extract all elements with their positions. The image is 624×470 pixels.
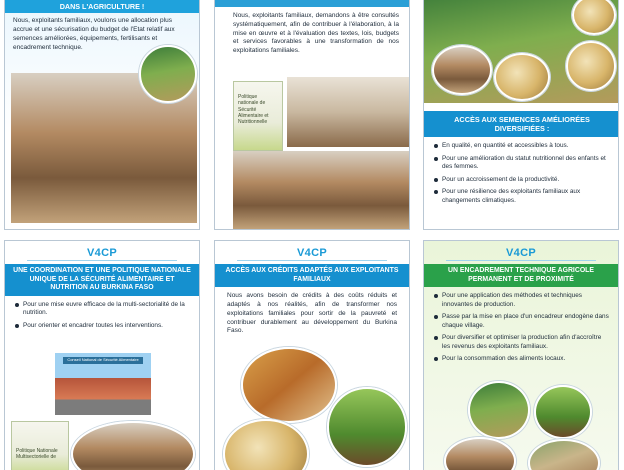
- v4cp-logo: V4CP: [506, 247, 536, 259]
- poster-5-title-band: ACCÈS AUX CRÉDITS ADAPTÉS AUX EXPLOITANTS FAMILIAUX: [215, 264, 409, 287]
- multisector-policy-document: [11, 421, 69, 470]
- list-item: Pour la consommation des aliments locaux.: [434, 355, 610, 364]
- poster-6-bullet-list: [424, 287, 618, 364]
- poster-3-bullet-list: [424, 137, 619, 205]
- training-session-photo: [468, 381, 530, 439]
- list-item: Pour orienter et encadrer toutes les interventions.: [15, 322, 191, 331]
- list-item: Pour une mise euvre efficace de la multi-sectorialité de la nutrition.: [15, 301, 191, 318]
- poster-2-top-band: [215, 0, 409, 7]
- stakeholders-collage: [71, 421, 195, 470]
- child-photo: [494, 53, 550, 101]
- poster-5-text: Nous avons besoin de crédits à des coûts réduits et adaptés à nos réalités, afin de transformer nos exploitations familiales pour sortir de la pauvreté et contribuer durablement au développement du Burkina Faso.: [227, 292, 397, 335]
- v4cp-logo: V4CP: [87, 247, 117, 259]
- poster-6-title-band: UN ENCADREMENT TECHNIQUE AGRICOLE PERMANENT ET DE PROXIMITÉ: [424, 264, 618, 287]
- v4cp-logo: V4CP: [297, 247, 327, 259]
- list-item: En qualité, en quantité et accessibles à tous.: [434, 142, 612, 151]
- poster-1-text: Nous, exploitants familiaux, voulons une allocation plus accrue et une sécurisation du budget de l'Etat relatif aux semences améliorées, équipements, fertilisants et encadrement technique.: [13, 17, 175, 51]
- farmer-harvest-photo: [223, 419, 309, 470]
- meeting-hall-photo: [287, 77, 410, 147]
- logo-divider: [446, 260, 596, 261]
- poster-1-title-band: DANS L'AGRICULTURE !: [5, 0, 199, 13]
- crop-field-photo: [327, 387, 407, 467]
- logo-divider: [237, 260, 387, 261]
- poster-credit-access: [214, 240, 410, 470]
- poster-improved-seeds: [423, 0, 619, 230]
- policy-document-title: Politique nationale de Sécurité Alimentaire et Nutritionnelle: [238, 94, 269, 125]
- money-hands-photo: [241, 347, 337, 423]
- poster-consultation: [214, 0, 410, 230]
- farmer-portrait-photo: [139, 45, 197, 103]
- women-group-photo: [432, 45, 492, 95]
- list-item: Pour une amélioration du statut nutritionnel des enfants et des femmes.: [434, 155, 612, 172]
- assembly-photo: [233, 151, 410, 229]
- poster-budget-allocation: [4, 0, 200, 230]
- list-item: Pour une résilience des exploitants familiaux aux changements climatiques.: [434, 188, 612, 205]
- policy-document-image: [233, 81, 283, 151]
- poster-4-title-band: UNE COORDINATION ET UNE POLITIQUE NATIONALE UNIQUE DE LA SÉCURITÉ ALIMENTAIRE ET NUTRITION AU BURKINA FASO: [5, 264, 199, 296]
- list-item: Passe par la mise en place d'un encadreur endogène dans chaque village.: [434, 313, 610, 330]
- grain-photo: [566, 41, 616, 91]
- list-item: Pour un accroissement de la productivité.: [434, 176, 612, 185]
- poster-3-title-band: ACCÈS AUX SEMENCES AMÉLIORÉES DIVERSIFIÉES :: [424, 111, 619, 137]
- farmers-group-photo: [444, 437, 516, 470]
- harvest-field-photo: [528, 439, 600, 470]
- poster-technical-support: [423, 240, 619, 470]
- field-work-photo: [534, 385, 592, 439]
- poster-2-text: Nous, exploitants familiaux, demandons à être consultés systématiquement, afin de contribuer à l'élaboration, à la mise en œuvre et à l'évaluation des textes, lois, budgets et services favorables à une transformation de nos exploitations familiales.: [233, 12, 399, 55]
- council-building-image: [55, 353, 151, 415]
- poster-4-bullet-list: [5, 296, 199, 331]
- poster-national-coordination: [4, 240, 200, 470]
- multisector-document-title: Politique Nationale Multisectorielle de: [16, 448, 58, 461]
- logo-divider: [27, 260, 177, 261]
- building-sign: Conseil National de Sécurité Alimentaire: [63, 357, 143, 364]
- list-item: Pour une application des méthodes et techniques innovantes de production.: [434, 292, 610, 309]
- list-item: Pour diversifier et optimiser la production afin d'accroître les revenus des exploitants familiaux.: [434, 334, 610, 351]
